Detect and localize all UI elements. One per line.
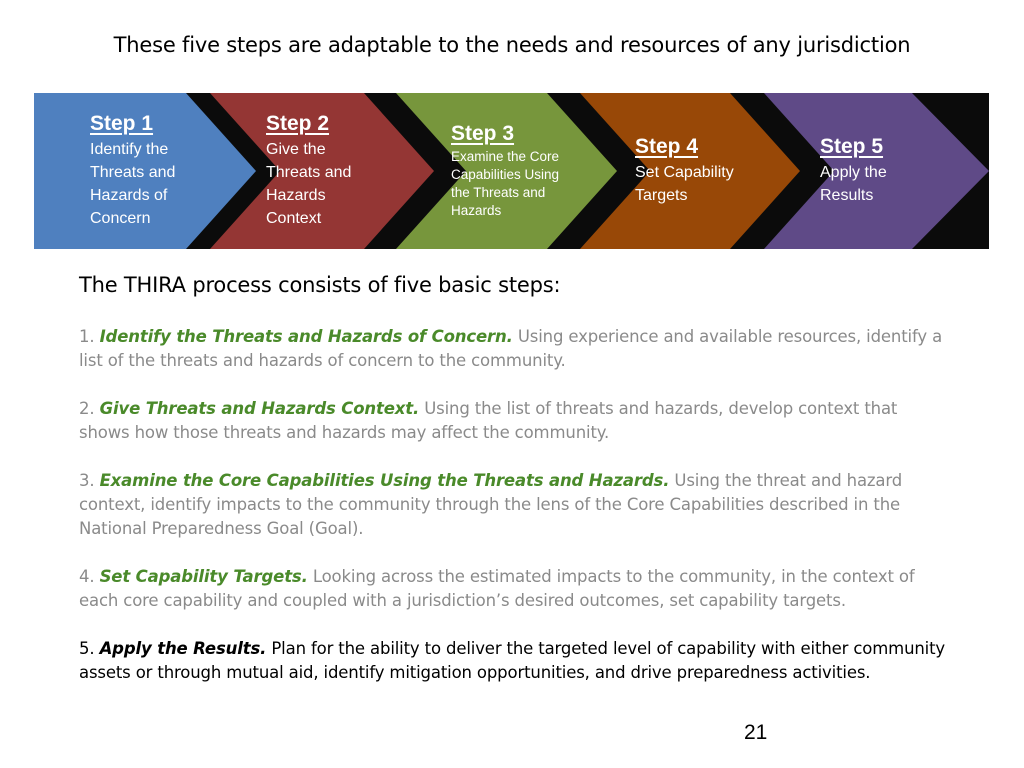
item-4-body: Looking across the estimated impacts to the community, in the context of each core capability and coupled with a jurisdiction’s desired outcomes, set capability targets. [79,567,915,610]
item-2-lead: Give Threats and Hazards Context. [99,399,420,418]
item-1-body: Using experience and available resources, identify a list of the threats and hazards of concern to the community. [79,327,943,370]
step-2-label [266,93,351,249]
step-4-label [635,93,734,249]
item-5-body: Plan for the ability to deliver the targeted level of capability with either community assets or through mutual aid, identify mitigation opportunities, and drive preparedness activities. [79,639,946,682]
step-1-label [90,93,175,249]
item-2-number: 2. [79,399,95,418]
list-item-1 [79,325,949,373]
step-5-heading: Step 5 [820,135,884,158]
item-5-lead: Apply the Results. [99,639,267,658]
list-item-4 [79,565,949,613]
item-1-lead: Identify the Threats and Hazards of Concern. [99,327,513,346]
step-2-text: Give the Threats and Hazards Context [266,141,352,227]
item-3-body: Using the threat and hazard context, identify impacts to the community through the lens of the Core Capabilities described in the National Preparedness Goal (Goal). [79,471,903,538]
step-4-heading: Step 4 [635,135,699,158]
page-number: 21 [744,721,768,744]
item-1-number: 1. [79,327,95,346]
list-item-3 [79,469,949,541]
step-5-text: Apply the Results [820,164,887,204]
step-4-text: Set Capability Targets [635,164,734,204]
slide-title: These five steps are adaptable to the needs and resources of any jurisdiction [113,33,911,57]
process-intro: The THIRA process consists of five basic steps: [79,273,561,297]
item-4-number: 4. [79,567,95,586]
list-item-2 [79,397,949,445]
steps-banner [34,93,989,249]
list-item-5 [79,637,949,685]
step-3-label [451,93,559,249]
item-3-number: 3. [79,471,95,490]
item-4-lead: Set Capability Targets. [99,567,308,586]
step-1-heading: Step 1 [90,112,154,135]
item-5-number: 5. [79,639,95,658]
step-2-heading: Step 2 [266,112,330,135]
item-3-lead: Examine the Core Capabilities Using the Threats and Hazards. [99,471,670,490]
step-3-text: Examine the Core Capabilities Using the Threats and Hazards [451,149,560,218]
step-1-text: Identify the Threats and Hazards of Concern [90,141,176,227]
step-5-label [820,93,887,249]
step-3-heading: Step 3 [451,122,515,145]
item-2-body: Using the list of threats and hazards, develop context that shows how those threats and hazards may affect the community. [79,399,898,442]
steps-list [79,325,949,709]
